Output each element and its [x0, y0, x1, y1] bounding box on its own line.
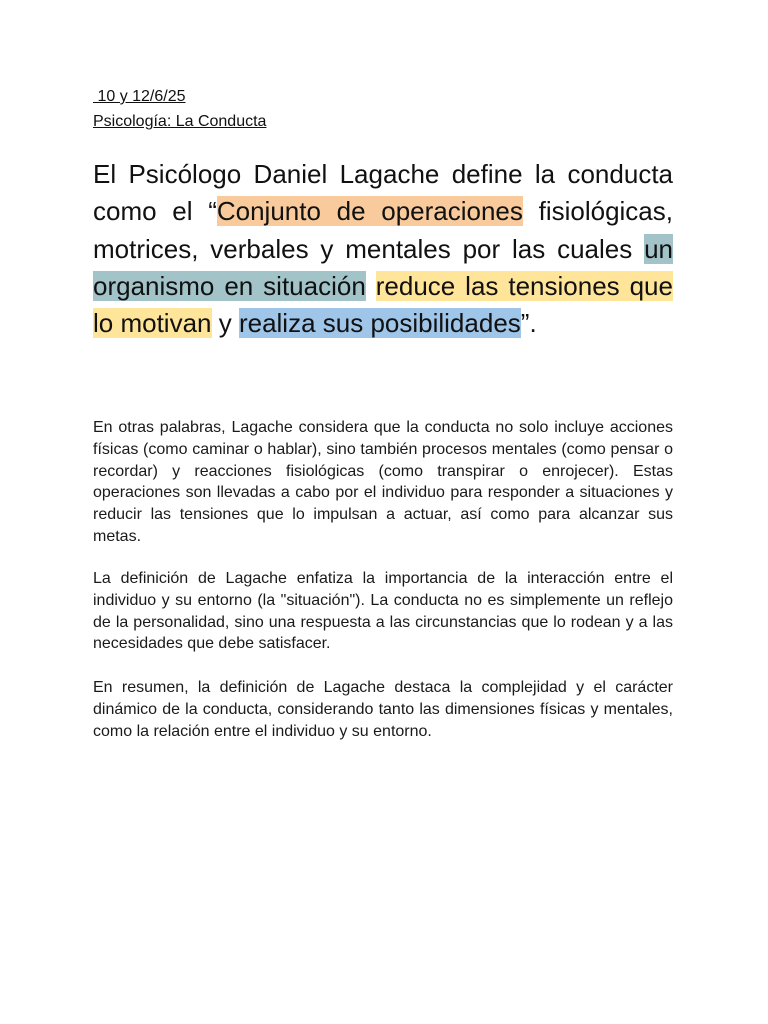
quote-highlight-yellow: reduce las tensiones que lo motivan [93, 270, 673, 339]
quote-highlight-orange: Conjunto de operaciones [216, 196, 523, 227]
paragraph-explanation: En otras palabras, Lagache considera que la conducta no solo incluye acciones físicas (como caminar o hablar), sino también procesos mentales (como pensar o recordar) y reacciones fisiológicas (como transpirar o enrojecer). Estas operaciones son llevadas a cabo por el individuo para responder a situaciones y reducir las tensiones que lo impulsan a actuar, así como para alcanzar sus metas. [93, 419, 673, 545]
quote-highlight-teal: un organismo en situación [93, 233, 673, 301]
paragraph-summary: En resumen, la definición de Lagache destaca la complejidad y el carácter dinámico de la conducta, considerando tanto las dimensiones físicas y mentales, como la relación entre el individuo y su entorno. [93, 679, 673, 740]
quote-text: El Psicólogo Daniel Lagache define la conducta como el “ [93, 159, 673, 227]
quote-text [366, 271, 376, 301]
quote-text: fisiológicas, motrices, verbales y mentales por las cuales [93, 196, 673, 264]
quote-text: y [211, 308, 239, 339]
definition-quote [93, 156, 673, 342]
paragraph-interaction: La definición de Lagache enfatiza la importancia de la interacción entre el individuo y su entorno (la "situación"). La conducta no es simplemente un reflejo de la personalidad, sino una respuesta a las circunstancias que lo rodean y a las necesidades que debe satisfacer. [93, 570, 673, 653]
quote-highlight-blue: realiza sus posibilidades [238, 308, 521, 339]
document-subject: Psicología: La Conducta [93, 113, 267, 130]
document-date: 10 y 12/6/25 [93, 88, 186, 105]
quote-text: ”. [520, 308, 537, 339]
